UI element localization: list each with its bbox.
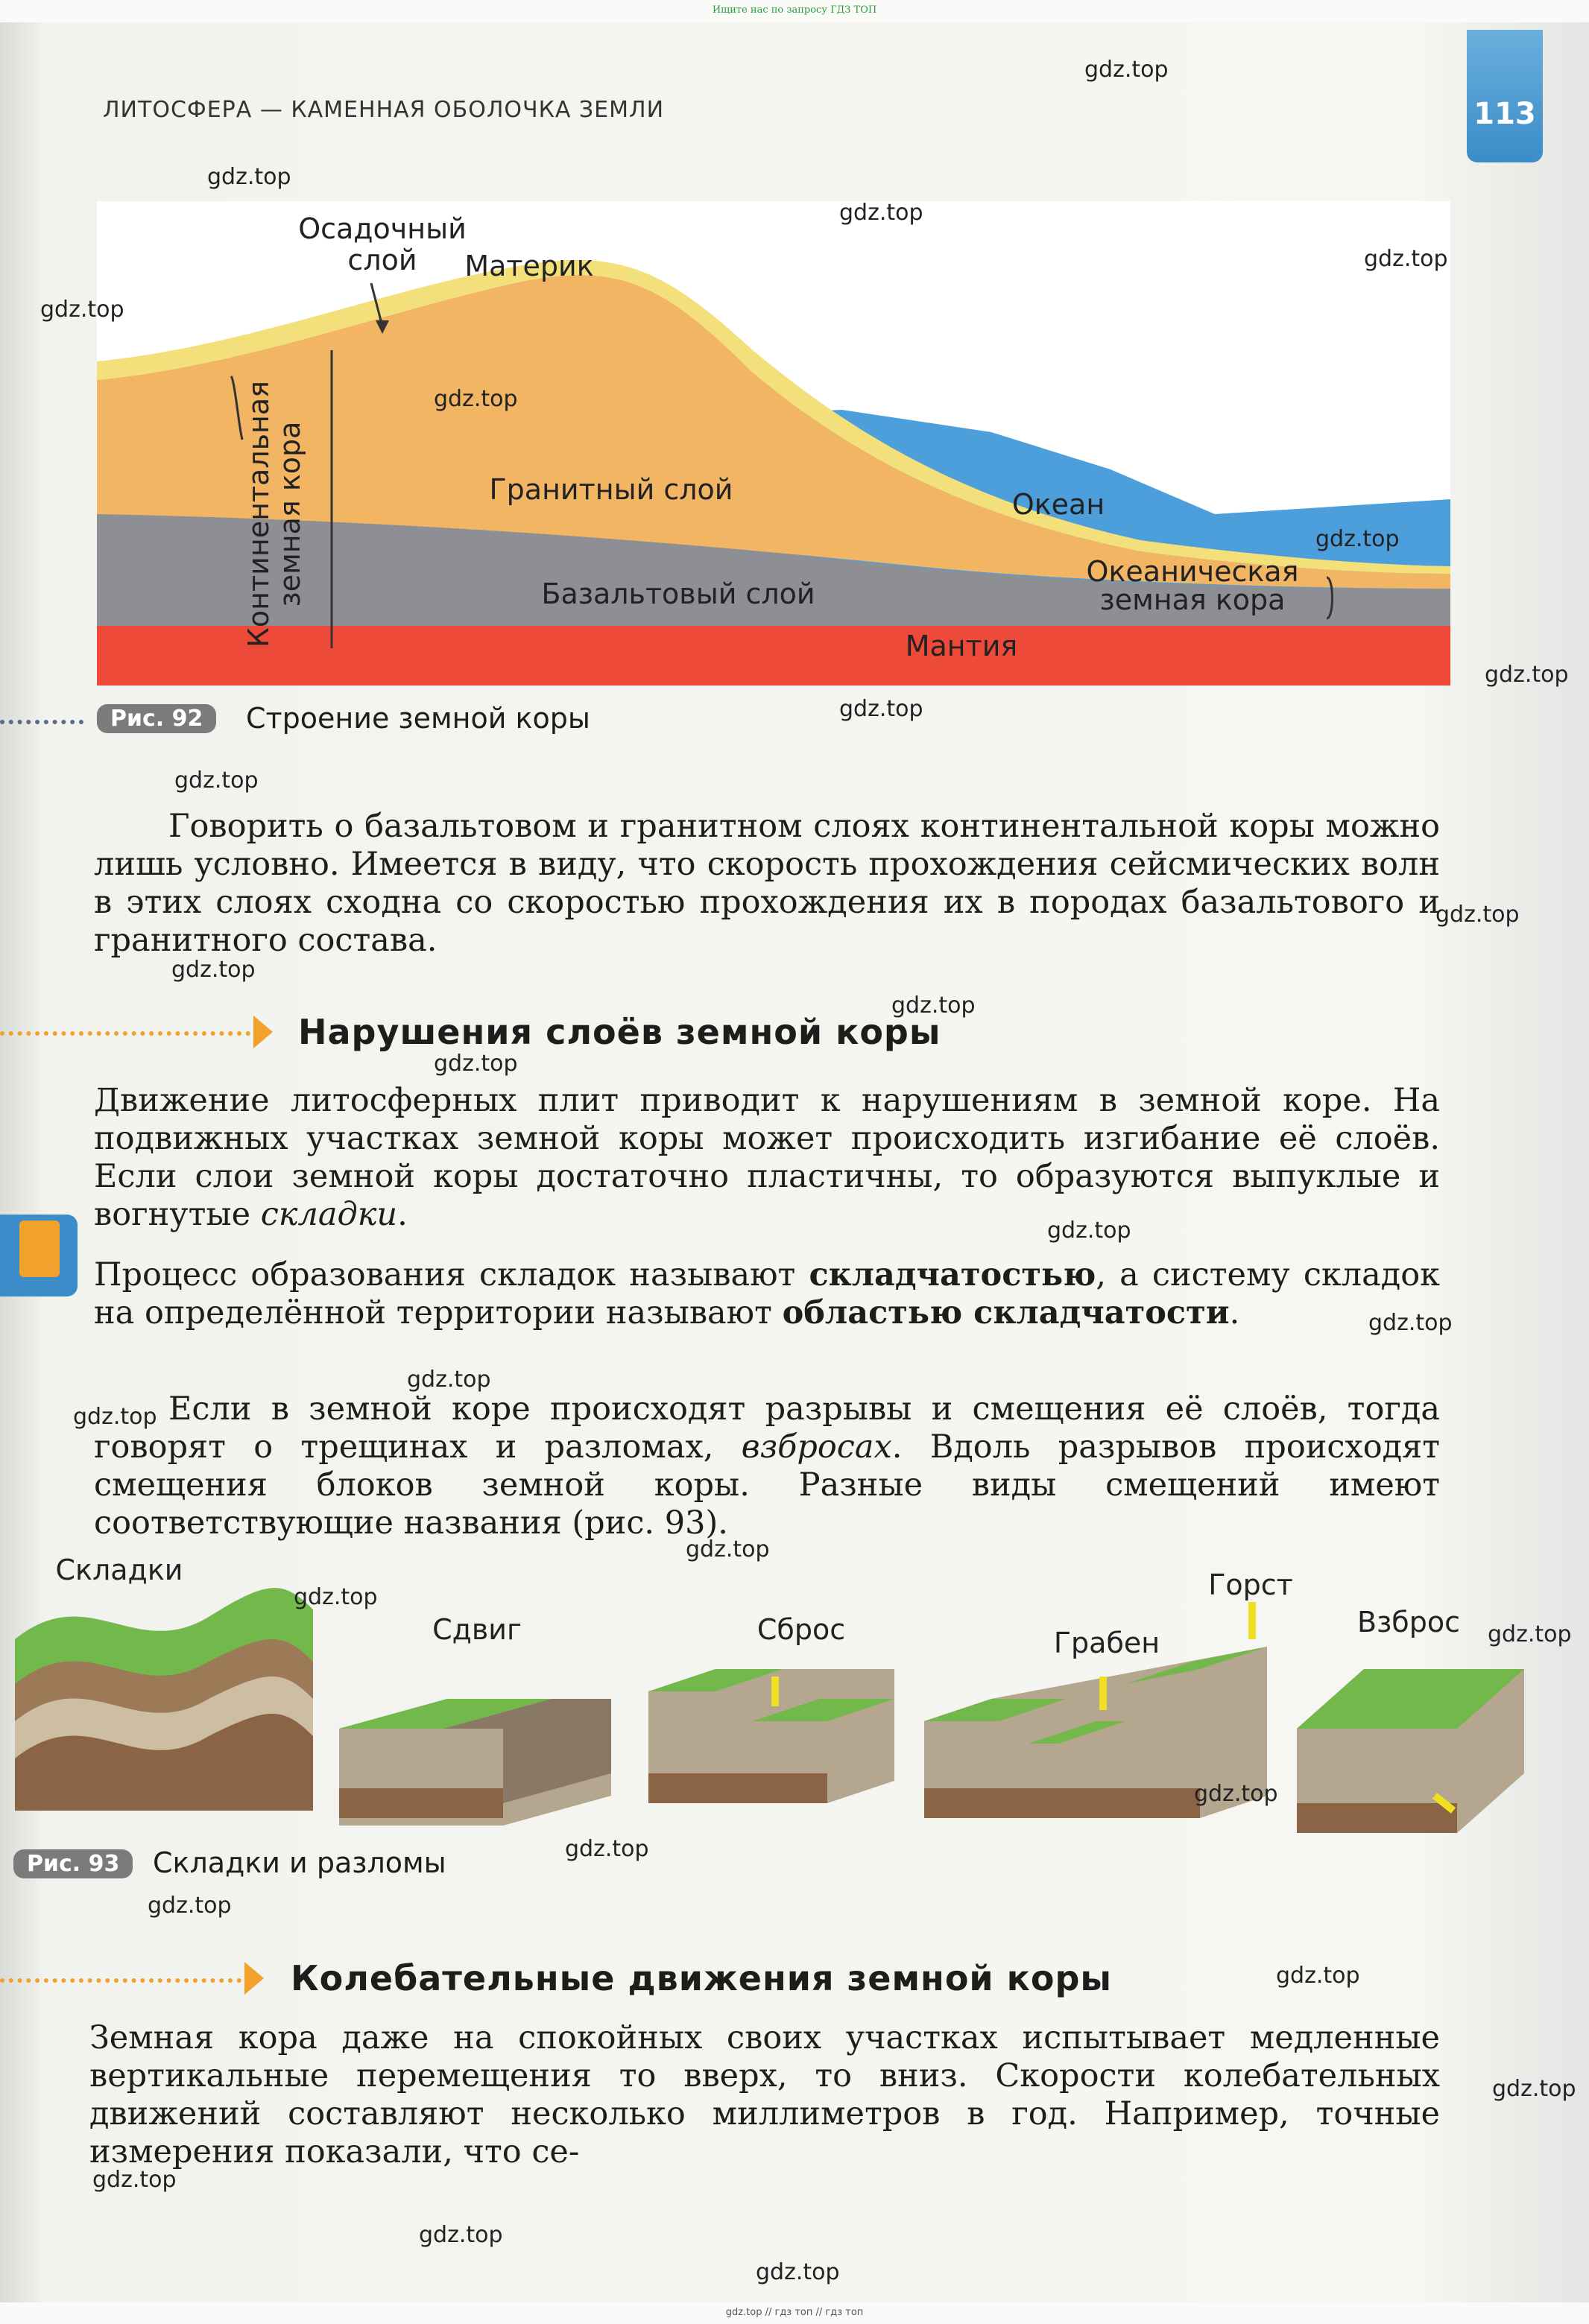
label-reverse-fault: Взброс xyxy=(1357,1606,1460,1638)
watermark: gdz.top xyxy=(419,2222,503,2248)
label-shear: Сдвиг xyxy=(432,1613,522,1646)
watermark: gdz.top xyxy=(1315,526,1400,552)
top-banner: Ищите нас по запросу ГДЗ ТОП xyxy=(0,0,1589,22)
book-icon xyxy=(19,1220,60,1277)
watermark: gdz.top xyxy=(174,767,259,794)
label-continental-crust-1: Континентальная xyxy=(242,380,275,648)
watermark: gdz.top xyxy=(92,2167,177,2193)
watermark: gdz.top xyxy=(1194,1781,1278,1807)
section-1-title: Нарушения слоёв земной коры xyxy=(298,1012,941,1052)
watermark: gdz.top xyxy=(434,1051,518,1077)
watermark: gdz.top xyxy=(1435,902,1520,928)
watermark: gdz.top xyxy=(1084,57,1169,83)
section-1-leader-dots xyxy=(0,1031,250,1036)
watermark: gdz.top xyxy=(148,1893,232,1919)
watermark: gdz.top xyxy=(891,992,976,1019)
label-ocean: Океан xyxy=(1011,488,1105,521)
page-number: 113 xyxy=(1473,97,1536,131)
label-oceanic-crust-2: земная кора xyxy=(1099,583,1286,616)
figure-92-caption: Строение земной коры xyxy=(246,702,590,735)
label-mantle: Мантия xyxy=(905,630,1018,662)
caption-leader-dots xyxy=(0,720,83,724)
watermark: gdz.top xyxy=(1488,1621,1572,1647)
watermark: gdz.top xyxy=(73,1404,157,1430)
watermark: gdz.top xyxy=(40,297,124,323)
label-basalt-layer: Базальтовый слой xyxy=(541,577,815,610)
watermark: gdz.top xyxy=(434,386,518,412)
label-graben: Грабен xyxy=(1053,1627,1160,1659)
section-2-title: Колебательные движения земной коры xyxy=(291,1958,1113,1998)
watermark: gdz.top xyxy=(1276,1963,1360,1989)
watermark: gdz.top xyxy=(839,696,923,722)
section-1-arrow-icon xyxy=(253,1016,273,1048)
figure-92-badge: Рис. 92 xyxy=(97,704,216,733)
watermark: gdz.top xyxy=(1047,1218,1131,1244)
label-oceanic-crust-1: Океаническая xyxy=(1086,555,1299,588)
watermark: gdz.top xyxy=(1492,2076,1576,2102)
bottom-strip: gdz.top // гдз топ // гдз топ xyxy=(0,2302,1589,2324)
label-sediment-1: Осадочный xyxy=(298,212,467,245)
watermark: gdz.top xyxy=(756,2259,840,2285)
label-continental-crust-2: земная кора xyxy=(274,421,306,607)
label-continent: Материк xyxy=(464,250,594,282)
paragraph-basalt-granite: Говорить о базальтовом и гранитном слоях континентальной коры можно лишь условно. Имеется в виду, что скорость прохождения сейсмических волн в этих слоях сходна со скоростью прохождения их в породах базальтового и гранитного состава. xyxy=(94,808,1440,959)
watermark: gdz.top xyxy=(294,1584,378,1610)
folds-block xyxy=(15,1554,313,1811)
shear-fault-block xyxy=(339,1613,611,1826)
figure-92-earth-crust-diagram xyxy=(97,201,1450,686)
watermark: gdz.top xyxy=(407,1367,491,1393)
page-number-tab xyxy=(1467,30,1543,162)
section-2-leader-dots xyxy=(0,1978,241,1983)
watermark: gdz.top xyxy=(1364,246,1448,272)
label-sediment-2: слой xyxy=(347,244,417,276)
paragraph-folding: Движение литосферных плит приводит к нарушениям в земной коре. На подвижных участках земной коры может происходить изгибание её слоёв. Если слои земной коры достаточно пластичны, то образуются выпуклые и вогнутые складки. xyxy=(94,1082,1440,1233)
label-normal-fault: Сброс xyxy=(756,1613,846,1646)
paragraph-folding-definition: Процесс образования складок называют складчатостью, а систему складок на определённой территории называют областью складчатости. xyxy=(94,1256,1440,1332)
normal-fault-block xyxy=(648,1613,894,1803)
watermark: gdz.top xyxy=(1485,662,1569,688)
label-folds: Складки xyxy=(55,1554,183,1586)
section-2-arrow-icon xyxy=(244,1962,264,1995)
paragraph-oscillation: Земная кора даже на спокойных своих участках испытывает медленные вертикальные перемещения то вверх, то вниз. Скорости колебательных движений составляют несколько миллиметров в год. Например, точные измерения показали, что се- xyxy=(89,2019,1440,2171)
figure-93-caption: Складки и разломы xyxy=(153,1846,446,1879)
figure-93-folds-and-faults xyxy=(0,1550,1589,1863)
watermark: gdz.top xyxy=(207,164,291,190)
watermark: gdz.top xyxy=(171,957,256,983)
watermark: gdz.top xyxy=(565,1836,649,1862)
running-title: ЛИТОСФЕРА — КАМЕННАЯ ОБОЛОЧКА ЗЕМЛИ xyxy=(103,97,665,123)
label-horst: Горст xyxy=(1208,1568,1293,1601)
watermark: gdz.top xyxy=(1368,1310,1453,1336)
figure-93-badge: Рис. 93 xyxy=(13,1849,133,1878)
label-granite-layer: Гранитный слой xyxy=(489,473,733,506)
watermark: gdz.top xyxy=(686,1536,770,1562)
paragraph-faults: Если в земной коре происходят разрывы и смещения её слоёв, тогда говорят о трещинах и разломах, взбросах. Вдоль разрывов происходят смещения блоков земной коры. Разные виды смещений имеют соответствующие названия (рис. 93). xyxy=(94,1390,1440,1542)
mantle-layer xyxy=(97,626,1450,686)
watermark: gdz.top xyxy=(839,200,923,226)
